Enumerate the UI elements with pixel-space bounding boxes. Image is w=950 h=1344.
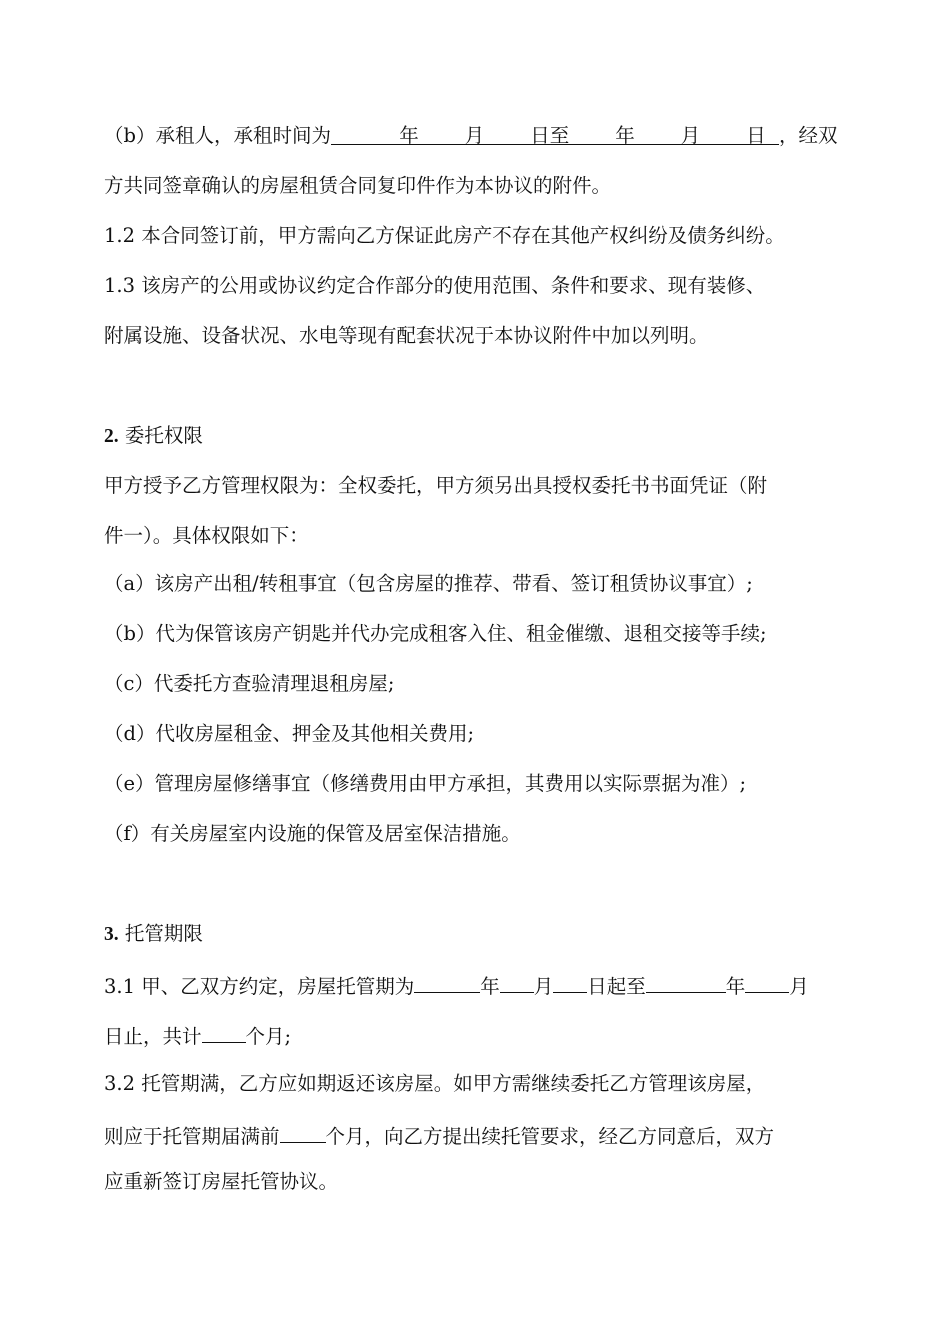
authority-item-b: （b）代为保管该房产钥匙并代办完成租客入住、租金催缴、退租交接等手续; <box>104 622 767 645</box>
clause-1-2: 1.2 本合同签订前，甲方需向乙方保证此房产不存在其他产权纠纷及债务纠纷。 <box>104 224 785 247</box>
section-3-heading <box>104 920 203 949</box>
end-month-blank[interactable] <box>745 970 789 993</box>
section-title: 托管期限 <box>124 922 203 945</box>
section-title: 委托权限 <box>124 424 203 447</box>
clause-3-2-line2: 则应于托管期届满前 个月，向乙方提出续托管要求，经乙方同意后，双方 <box>104 1120 774 1151</box>
authority-item-a: （a）该房产出租/转租事宜（包含房屋的推荐、带看、签订租赁协议事宜）; <box>104 572 753 595</box>
clause-1-3-line2: 附属设施、设备状况、水电等现有配套状况于本协议附件中加以列明。 <box>104 324 709 347</box>
clause-3-1-line2: 日止，共计 个月; <box>104 1020 291 1051</box>
clause-3-1-line1: 3.1 甲、乙双方约定，房屋托管期为 年 月 日起至 年 月 <box>104 970 809 1001</box>
total-months-blank[interactable] <box>202 1020 246 1043</box>
section-2-intro-line1: 甲方授予乙方管理权限为：全权委托，甲方须另出具授权委托书书面凭证（附 <box>104 474 768 497</box>
clause-text: ，经双 <box>778 124 838 147</box>
renewal-notice-months-blank[interactable] <box>280 1120 326 1143</box>
authority-item-d: （d）代收房屋租金、押金及其他相关费用; <box>104 722 475 745</box>
end-year-blank[interactable] <box>646 970 726 993</box>
section-number: 2. <box>104 426 119 447</box>
section-2-heading <box>104 422 203 451</box>
authority-item-e: （e）管理房屋修缮事宜（修缮费用由甲方承担，其费用以实际票据为准）; <box>104 772 747 795</box>
rental-period-blank[interactable]: 年 月 日至 年 月 日 <box>331 122 779 145</box>
clause-1-3-line1: 1.3 该房产的公用或协议约定合作部分的使用范围、条件和要求、现有装修、 <box>104 274 766 297</box>
clause-1-1-b <box>104 122 838 150</box>
section-2-intro-line2: 件一）。具体权限如下： <box>104 524 309 547</box>
start-day-blank[interactable] <box>553 970 587 993</box>
clause-3-2-line1: 3.2 托管期满，乙方应如期返还该房屋。如甲方需继续委托乙方管理该房屋， <box>104 1072 766 1095</box>
authority-item-c: （c）代委托方查验清理退租房屋; <box>104 672 395 695</box>
section-number: 3. <box>104 924 119 945</box>
start-month-blank[interactable] <box>500 970 534 993</box>
clause-3-2-line3: 应重新签订房屋托管协议。 <box>104 1170 339 1193</box>
clause-text: 3.1 甲、乙双方约定，房屋托管期为 <box>104 975 415 998</box>
authority-item-f: （f）有关房屋室内设施的保管及居室保洁措施。 <box>104 822 521 845</box>
clause-1-1-b-cont: 方共同签章确认的房屋租赁合同复印件作为本协议的附件。 <box>104 174 612 197</box>
start-year-blank[interactable] <box>414 970 480 993</box>
clause-text: （b）承租人，承租时间为 <box>104 124 331 147</box>
